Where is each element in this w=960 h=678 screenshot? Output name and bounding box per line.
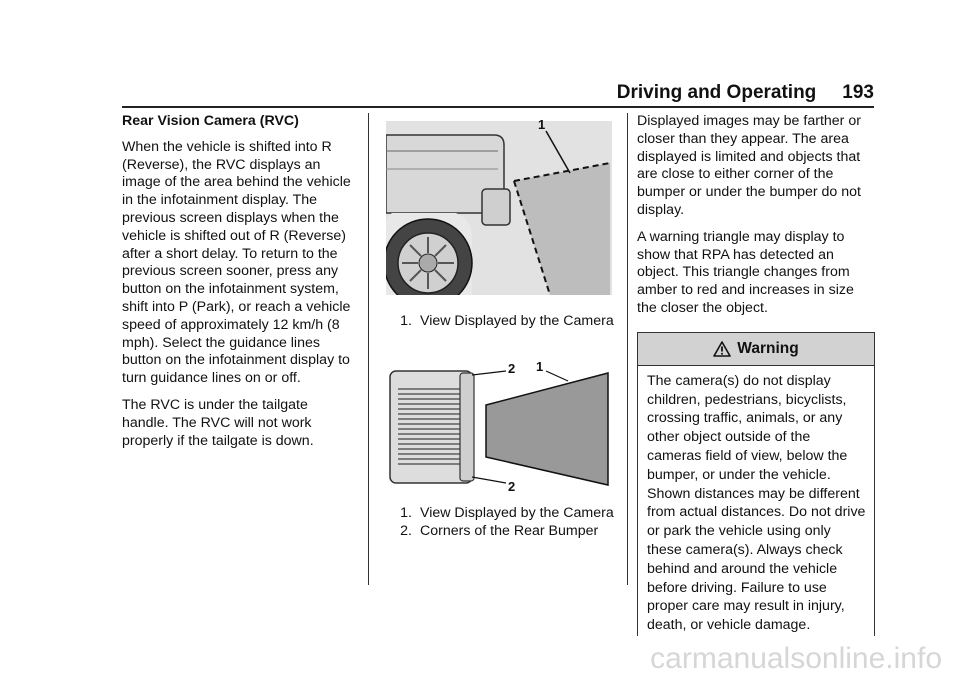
- figure2-callout-2-top: 2: [508, 360, 516, 376]
- figure2-callout-2-bottom: 2: [508, 478, 516, 493]
- figure2-caption-1: 1. View Displayed by the Camera: [400, 504, 614, 521]
- figure1-callout-1: 1: [538, 117, 546, 132]
- warning-title: Warning: [737, 339, 799, 357]
- paragraph-warning-triangle: A warning triangle may display to show that RPA has detected an object. This triangle changes from amber to red and increases in size the closer the object.: [637, 228, 854, 316]
- figure-side-view-camera: [386, 113, 614, 295]
- column-divider-2: [627, 113, 628, 585]
- footer: [0, 636, 960, 678]
- warning-body: The camera(s) do not display children, pedestrians, bicyclists, crossing traffic, animals, or any other object outside of the cameras field of view, below the bumper, or under the vehicle. Shown distances may be different from actual distances. Do not drive or park the vehicle using only these camera(s). Always check behind and around the vehicle before driving. Failure to use proper care may result in injury, death, or vehicle damage.: [647, 372, 866, 634]
- warning-header: [638, 333, 874, 366]
- column-divider-1: [368, 113, 369, 585]
- column-right: [637, 113, 875, 644]
- column-middle: [386, 113, 614, 540]
- figure2-caption-2: 2. Corners of the Rear Bumper: [400, 522, 599, 539]
- paragraph-rvc-location: The RVC is under the tailgate handle. The RVC will not work properly if the tailgate is down.: [122, 396, 314, 449]
- header-divider: [122, 106, 874, 108]
- warning-box: [637, 332, 875, 644]
- watermark: carmanualsonline.info: [650, 642, 942, 675]
- figure2-callout-1: 1: [536, 360, 544, 374]
- figure-top-view-camera: [386, 361, 614, 493]
- section-title: Driving and Operating: [616, 82, 817, 103]
- figure1-caption-1: 1. View Displayed by the Camera: [400, 313, 614, 329]
- figure1-caption-list: [386, 313, 614, 331]
- column-left: [122, 113, 358, 459]
- page-header: [617, 82, 874, 104]
- paragraph-display-limits: Displayed images may be farther or closer than they appear. The area displayed is limited and objects that are close to either corner of the bumper or under the bumper do not display.: [637, 113, 861, 218]
- figure2-caption-list: [386, 505, 614, 541]
- section-heading: Rear Vision Camera (RVC): [122, 113, 299, 129]
- paragraph-rvc-operation: When the vehicle is shifted into R (Reverse), the RVC displays an image of the area behind the vehicle in the infotainment display. The previous screen displays when the vehicle is shifted out of R (Reverse) after a short delay. To return to the previous screen sooner, press any button on the infotainment system, shift into P (Park), or reach a vehicle speed of approximately 12 km/h (8 mph). Select the guidance lines button on the infotainment display to turn guidance lines on or off.: [122, 138, 351, 387]
- warning-triangle-icon: [713, 341, 731, 357]
- page-number: 193: [842, 82, 874, 103]
